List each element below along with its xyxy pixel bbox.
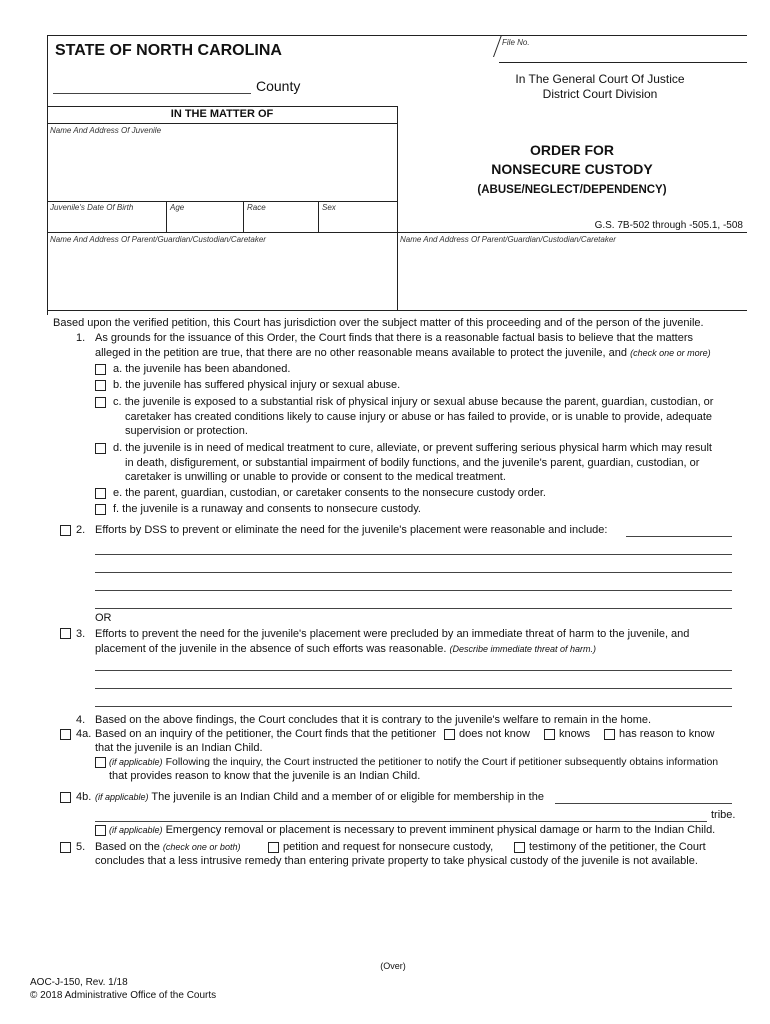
top-border [47, 35, 747, 36]
opt-has-reason: has reason to know [619, 728, 715, 740]
item1d-line2: in death, disfigurement, or substantial impairment of bodily functions, and the juvenile's parent, guardian, custodian, or [125, 457, 700, 469]
item4b-number: 4b. [76, 791, 92, 803]
dob-divider-1 [166, 201, 167, 232]
sex-label: Sex [322, 203, 336, 212]
file-no-divider [493, 35, 502, 57]
race-label: Race [247, 203, 266, 212]
dob-divider-3 [318, 201, 319, 232]
parent1-label: Name And Address Of Parent/Guardian/Custodian/Caretaker [50, 235, 266, 244]
checkbox-4a[interactable] [60, 729, 71, 740]
item4b-sub-wrap [109, 823, 715, 837]
item1d-line1: d. the juvenile is in need of medical treatment to cure, alleviate, or prevent suffering serious physical harm which may result [113, 442, 712, 454]
item3-line1: Efforts to prevent the need for the juvenile's placement were precluded by an immediate threat of harm to the juvenile, and [95, 628, 690, 640]
checkbox-has-reason[interactable] [604, 729, 615, 740]
item1a-text: a. the juvenile has been abandoned. [113, 363, 291, 375]
checkbox-petition[interactable] [268, 842, 279, 853]
title-line-3: (ABUSE/NEGLECT/DEPENDENCY) [477, 184, 667, 196]
item4b-wrap [95, 790, 544, 804]
item4a-sub-wrap [109, 755, 749, 769]
checkbox-1a[interactable] [95, 364, 106, 375]
item1f-text: f. the juvenile is a runaway and consents to nonsecure custody. [113, 503, 421, 515]
item2-line-3[interactable] [95, 590, 732, 591]
item4a-sub2: that provides reason to know that the juvenile is an Indian Child. [109, 770, 421, 782]
item3-line-1[interactable] [95, 670, 732, 671]
copyright: © 2018 Administrative Office of the Courts [30, 990, 217, 1001]
item1b-text: b. the juvenile has suffered physical injury or sexual abuse. [113, 379, 401, 391]
item2-line-2[interactable] [95, 572, 732, 573]
item4b-sub-note: (if applicable) [109, 825, 163, 835]
item2-line-4[interactable] [95, 608, 732, 609]
item4a-line2: that the juvenile is an Indian Child. [95, 742, 263, 754]
item4a-sub1: Following the inquiry, the Court instructed the petitioner to notify the Court if petitioner subsequently obtains information [165, 756, 719, 768]
item3-note: (Describe immediate threat of harm.) [449, 644, 597, 654]
item1e-text: e. the parent, guardian, custodian, or caretaker consents to the nonsecure custody order. [113, 487, 546, 499]
item1c-line3: supervision or protection. [125, 425, 248, 437]
parent1-field[interactable] [50, 247, 395, 307]
item3-line2-wrap [95, 642, 745, 656]
dob-row-top [47, 201, 397, 202]
item5-lead: Based on the [95, 841, 160, 853]
parent2-label: Name And Address Of Parent/Guardian/Custodian/Caretaker [400, 235, 616, 244]
item4b-text: The juvenile is an Indian Child and a member of or eligible for membership in the [151, 791, 544, 803]
checkbox-4b-sub[interactable] [95, 825, 106, 836]
statute-ref: G.S. 7B-502 through -505.1, -508 [594, 220, 743, 231]
header-bottom-line [47, 310, 747, 311]
checkbox-testimony[interactable] [514, 842, 525, 853]
item4a-number: 4a. [76, 728, 92, 740]
file-no-label: File No. [502, 38, 530, 47]
form-number: AOC-J-150, Rev. 1/18 [30, 977, 128, 988]
tribe-label: tribe. [711, 809, 736, 821]
item1c-line2: caretaker has created conditions likely to cause injury or abuse or has failed to provide, or is unable to provide, adequate [125, 411, 713, 423]
race-field[interactable] [246, 214, 316, 231]
item4a-sub-note: (if applicable) [109, 757, 163, 767]
checkbox-4b[interactable] [60, 792, 71, 803]
juvenile-name-field[interactable] [50, 138, 395, 200]
state-title: STATE OF NORTH CAROLINA [55, 42, 282, 59]
matter-heading-line [47, 123, 397, 124]
matter-heading: IN THE MATTER OF [170, 108, 274, 120]
checkbox-2[interactable] [60, 525, 71, 536]
item5-opt1: petition and request for nonsecure custody, [283, 841, 494, 853]
item1-line2-wrap [95, 346, 745, 360]
item2-line-1[interactable] [95, 554, 732, 555]
item4a-line1: Based on an inquiry of the petitioner, the Court finds that the petitioner [95, 728, 437, 740]
item5-opt2: testimony of the petitioner, the Court [529, 841, 706, 853]
file-no-underline[interactable] [499, 62, 747, 63]
form-title [397, 141, 747, 201]
item4b-sub: Emergency removal or placement is necessary to prevent imminent physical damage or harm to the Indian Child. [165, 824, 716, 836]
item5-lead-wrap [95, 840, 240, 854]
checkbox-1d[interactable] [95, 443, 106, 454]
footer-block [30, 976, 216, 1002]
item1c-line1: c. the juvenile is exposed to a substantial risk of physical injury or sexual abuse because the parent, guardian, custodian, or [113, 396, 714, 408]
item1d-line3: caretaker is unwilling or unable to provide or consent to the medical treatment. [125, 471, 506, 483]
checkbox-knows[interactable] [544, 729, 555, 740]
tribe-line-1[interactable] [95, 821, 707, 822]
checkbox-4a-sub[interactable] [95, 757, 106, 768]
parent2-field[interactable] [400, 247, 745, 307]
intro-text: Based upon the verified petition, this Court has jurisdiction over the subject matter of this proceeding and of the person of the juvenile. [53, 317, 704, 329]
dob-divider-2 [243, 201, 244, 232]
item4b-note: (if applicable) [95, 792, 149, 802]
tribe-line-0[interactable] [555, 803, 732, 804]
court-line-2: District Court Division [542, 87, 658, 101]
center-divider [397, 106, 398, 310]
sex-field[interactable] [321, 214, 395, 231]
item2-line-0[interactable] [626, 536, 732, 537]
checkbox-5[interactable] [60, 842, 71, 853]
age-field[interactable] [169, 214, 241, 231]
checkbox-does-not-know[interactable] [444, 729, 455, 740]
item5-line2: concludes that a less intrusive remedy than entering private property to take physical custody of the juvenile is not available. [95, 855, 698, 867]
title-line-2: NONSECURE CUSTODY [491, 161, 653, 177]
county-label: County [256, 78, 301, 94]
item1-line2: alleged in the petition are true, that there are no other reasonable means available to protect the juvenile, and [95, 347, 628, 359]
opt-does-not-know: does not know [459, 728, 530, 740]
parent-row-top [47, 232, 747, 233]
or-label: OR [95, 612, 112, 624]
item3-line-3[interactable] [95, 706, 732, 707]
checkbox-1c[interactable] [95, 397, 106, 408]
opt-knows: knows [559, 728, 591, 740]
item4-number: 4. [76, 714, 86, 726]
item3-line2: placement of the juvenile in the absence of such efforts was reasonable. [95, 643, 447, 655]
item2-text: Efforts by DSS to prevent or eliminate the need for the juvenile's placement were reasonable and include: [95, 524, 608, 536]
item5-note: (check one or both) [162, 842, 241, 852]
checkbox-1b[interactable] [95, 380, 106, 391]
title-line-1: ORDER FOR [530, 142, 614, 158]
juvenile-name-label: Name And Address Of Juvenile [50, 126, 162, 135]
item1-note: (check one or more) [630, 348, 711, 358]
item5-number: 5. [76, 841, 86, 853]
court-line-1: In The General Court Of Justice [515, 72, 685, 86]
item3-number: 3. [76, 628, 86, 640]
dob-label: Juvenile's Date Of Birth [50, 203, 134, 212]
over-label: (Over) [380, 961, 406, 971]
matter-top-line [47, 106, 397, 107]
age-label: Age [170, 203, 185, 212]
item4-text: Based on the above findings, the Court concludes that it is contrary to the juvenile's welfare to remain in the home. [95, 714, 652, 726]
checkbox-1e[interactable] [95, 488, 106, 499]
court-name [500, 72, 700, 102]
checkbox-3[interactable] [60, 628, 71, 639]
item1-line1: As grounds for the issuance of this Order, the Court finds that there is a reasonable factual basis to believe that the matters [95, 332, 693, 344]
county-field[interactable] [53, 93, 251, 94]
dob-field[interactable] [50, 214, 163, 231]
item1-number: 1. [76, 332, 86, 344]
item3-line-2[interactable] [95, 688, 732, 689]
item2-number: 2. [76, 524, 86, 536]
left-border [47, 35, 48, 315]
checkbox-1f[interactable] [95, 504, 106, 515]
